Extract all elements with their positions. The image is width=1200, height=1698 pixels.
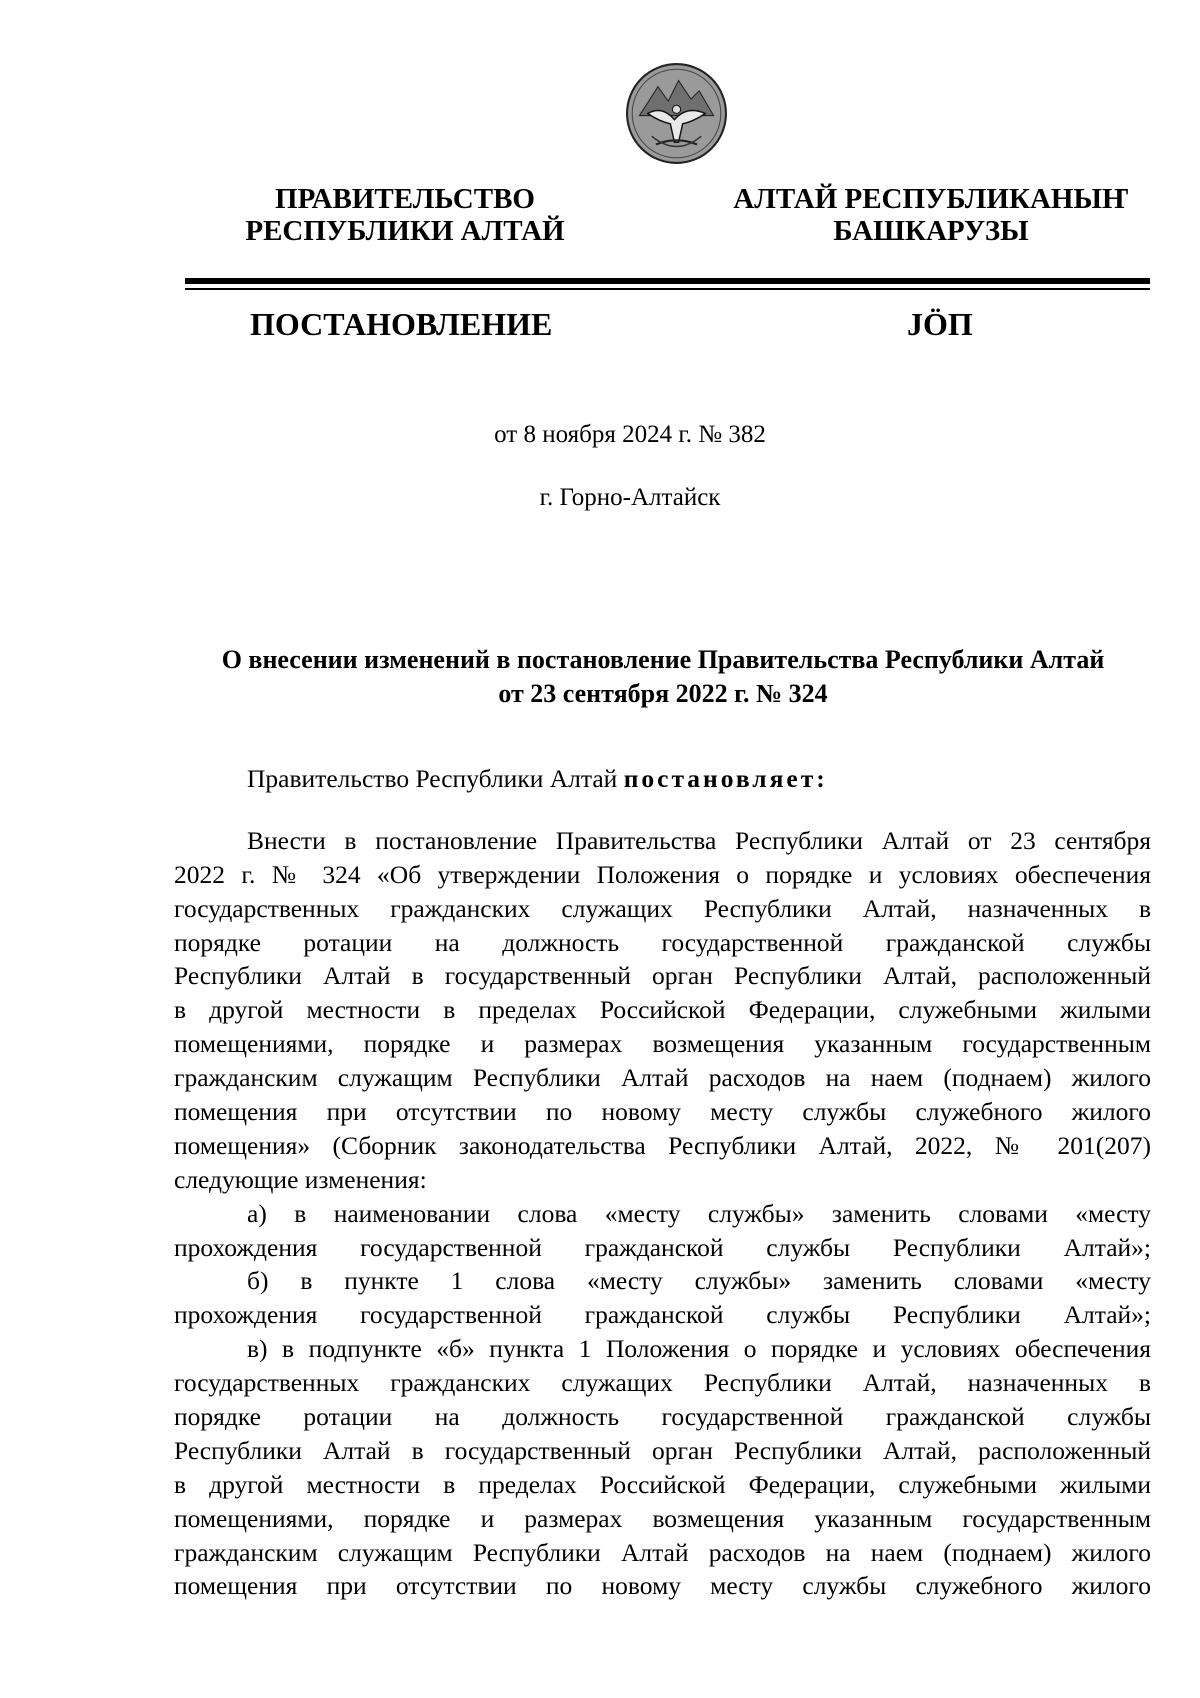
body-line: Республики Алтай в государственный орган Республики Алтай, расположенный [174,961,1151,991]
body-line: помещениями, порядке и размерах возмещения указанным государственным [174,1503,1151,1533]
body-line: государственных гражданских служащих Республики Алтай, назначенных в [174,893,1151,923]
doc-date-number: от 8 ноября 2024 г. № 382 [494,421,766,448]
body-line: помещения при отсутствии по новому месту службы служебного жилого [174,1097,1151,1127]
body-line: а) в наименовании слова «месту службы» заменить словами «месту [247,1198,1151,1228]
body-line: помещения» (Сборник законодательства Республики Алтай, 2022, № 201(207) [174,1130,1151,1160]
doc-type-left: ПОСТАНОВЛЕНИЕ [250,306,553,342]
body-line: помещениями, порядке и размерах возмещения указанным государственным [174,1029,1151,1059]
header-left-line-2: РЕСПУБЛИКИ АЛТАЙ [245,215,565,247]
body-line: в) в подпункте «б» пункта 1 Положения о порядке и условиях обеспечения [247,1334,1151,1364]
doc-title [175,643,1151,711]
body-line: Республики Алтай в государственный орган Республики Алтай, расположенный [174,1435,1151,1465]
body-line: в другой местности в пределах Российской Федерации, служебными жилыми [174,1469,1151,1499]
header-right-line-2: БАШКАРУЗЫ [833,215,1029,247]
preamble [174,762,1151,796]
body-line: б) в пункте 1 слова «месту службы» заменить словами «месту [247,1266,1151,1296]
body-line: порядке ротации на должность государственной гражданской службы [174,1402,1151,1432]
body-line: Внести в постановление Правительства Республики Алтай от 23 сентября [247,825,1151,855]
body-line: гражданским служащим Республики Алтай расходов на наем (поднаем) жилого [174,1537,1151,1567]
header-left-line-1: ПРАВИТЕЛЬСТВО [275,183,535,215]
doc-body [174,762,1151,1603]
body-line: следующие изменения: [174,1164,427,1194]
header-left-org-name [220,183,590,247]
body-line: государственных гражданских служащих Республики Алтай, назначенных в [174,1368,1151,1398]
header-right-org-name [728,183,1134,247]
header-rule-thin [185,288,1150,290]
body-line: гражданским служащим Республики Алтай расходов на наем (поднаем) жилого [174,1063,1151,1093]
doc-title-line-2: от 23 сентября 2022 г. № 324 [498,679,828,708]
body-line: прохождения государственной гражданской службы Республики Алтай»; [174,1300,1151,1330]
doc-type-right: JÖП [907,306,973,342]
body-line: 2022 г. № 324 «Об утверждении Положения о порядке и условиях обеспечения [174,859,1151,889]
preamble-text: Правительство Республики Алтай [247,764,624,793]
header-right-line-1: АЛТАЙ РЕСПУБЛИКАНЫҤ [733,183,1129,215]
header-rule-thick [185,278,1150,284]
body-line: порядке ротации на должность государственной гражданской службы [174,927,1151,957]
body-line: в другой местности в пределах Российской Федерации, служебными жилыми [174,995,1151,1025]
body-line: помещения при отсутствии по новому месту службы служебного жилого [174,1571,1151,1601]
coat-of-arms-emblem [625,62,728,165]
doc-title-line-1: О внесении изменений в постановление Правительства Республики Алтай [221,645,1105,674]
preamble-decree-word: постановляет: [623,764,828,793]
body-line: прохождения государственной гражданской службы Республики Алтай»; [174,1232,1151,1262]
doc-city: г. Горно-Алтайск [539,484,721,511]
